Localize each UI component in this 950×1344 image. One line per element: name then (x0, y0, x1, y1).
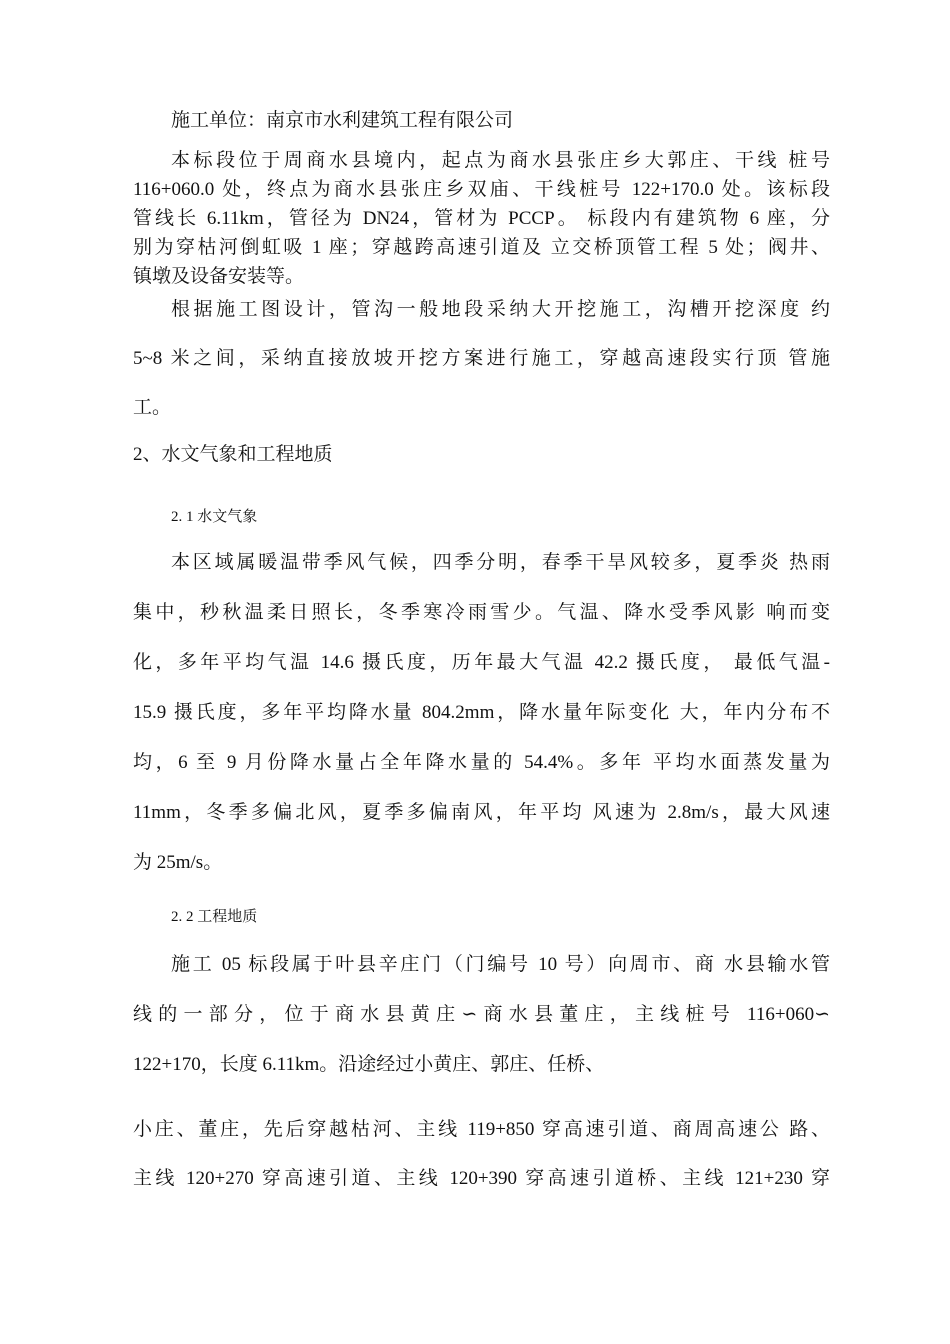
section-2-heading (133, 440, 830, 470)
text-line: 根据施工图设计，管沟一般地段采纳大开挖施工，沟槽开挖深度 约 (171, 299, 830, 320)
text-line: 122+170，长度 6.11km。沿途经过小黄庄、郭庄、任桥、 (133, 1054, 605, 1075)
text-line: 15.9 摄氏度，多年平均降水量 804.2mm，降水量年际变化 大，年内分布不 (133, 702, 830, 723)
project-intro-paragraph (133, 146, 830, 291)
section-2-1-heading (133, 504, 868, 530)
text-line: 本标段位于周商水县境内，起点为商水县张庄乡大郭庄、干线 桩号 (171, 150, 830, 171)
text-line: 工。 (133, 397, 172, 418)
climate-paragraph (133, 538, 830, 888)
heading-text: 2. 1 水文气象 (171, 509, 258, 525)
text-line: 别为穿枯河倒虹吸 1 座；穿越跨高速引道及 立交桥顶管工程 5 处；阀井、 (133, 237, 830, 258)
text-line: 施工单位：南京市水利建筑工程有限公司 (171, 110, 514, 131)
route-paragraph (133, 1105, 830, 1203)
text-line: 均，6 至 9 月份降水量占全年降水量的 54.4%。多年 平均水面蒸发量为 (133, 752, 830, 773)
text-line: 施工 05 标段属于叶县辛庄门（门编号 10 号）向周市、商 水县输水管 (171, 954, 830, 975)
geology-paragraph (133, 940, 830, 1090)
construction-method-paragraph (133, 285, 830, 432)
text-line: 管线长 6.11km，管径为 DN24，管材为 PCCP。 标段内有建筑物 6 座，分 (133, 208, 830, 229)
heading-text: 2. 2 工程地质 (171, 909, 258, 925)
text-line: 化，多年平均气温 14.6 摄氏度，历年最大气温 42.2 摄氏度， 最低气温- (133, 652, 830, 673)
text-line: 11mm，冬季多偏北风，夏季多偏南风，年平均 风速为 2.8m/s，最大风速 (133, 802, 830, 823)
text-line: 镇墩及设备安装等。 (133, 266, 305, 287)
text-line: 为 25m/s。 (133, 852, 223, 873)
text-line: 本区域属暖温带季风气候，四季分明，春季干旱风较多，夏季炎 热雨 (171, 552, 830, 573)
text-line: 线的一部分，位于商水县黄庄∽商水县董庄，主线桩号 116+060∽ (133, 1004, 830, 1025)
text-line: 主线 120+270 穿高速引道、主线 120+390 穿高速引道桥、主线 121+230 穿 (133, 1168, 830, 1189)
text-line: 5~8 米之间，采纳直接放坡开挖方案进行施工，穿越高速段实行顶 管施 (133, 348, 830, 369)
text-line: 集中，秒秋温柔日照长，冬季寒冷雨雪少。气温、降水受季风影 响而变 (133, 602, 830, 623)
heading-text: 2、水文气象和工程地质 (133, 444, 333, 465)
construction-unit-line (133, 106, 830, 136)
text-line: 116+060.0 处，终点为商水县张庄乡双庙、干线桩号 122+170.0 处。该标段 (133, 179, 830, 200)
section-2-2-heading (133, 904, 868, 930)
text-line: 小庄、董庄，先后穿越枯河、主线 119+850 穿高速引道、商周高速公 路、 (133, 1119, 830, 1140)
